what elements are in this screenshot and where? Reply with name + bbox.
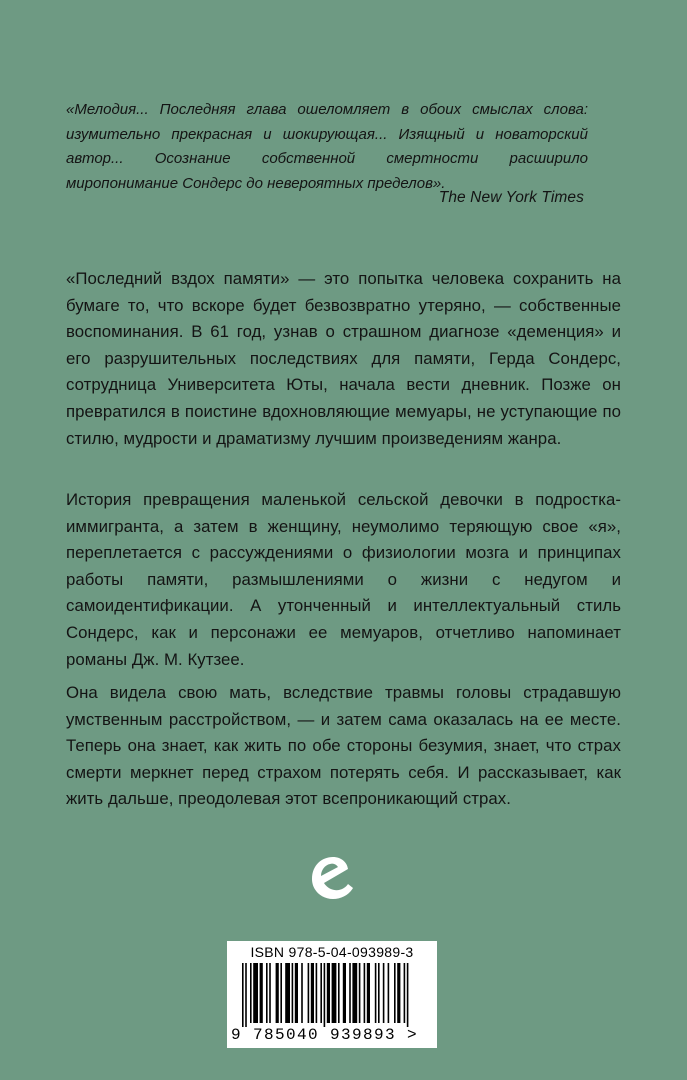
barcode-bar [375, 963, 377, 1023]
barcode-bar [292, 963, 294, 1023]
barcode-digits: 9 785040 939893 > [231, 1026, 419, 1044]
description-paragraph-3: Она видела свою мать, вследствие травмы головы страдавшую умственным расстройством, — и затем сама оказалась на ее месте. Теперь она знает, как жить по обе стороны безумия, знает, что страх смерти меркнет перед страхом потерять себя. И рассказывает, как жить дальше, преодолевая этот всепроникающий страх. [66, 683, 621, 809]
barcode-bar [311, 963, 314, 1023]
barcode-bar [352, 963, 357, 1023]
barcode-bar [343, 963, 346, 1023]
barcode-bar [260, 963, 263, 1023]
barcode-bar [245, 963, 247, 1027]
barcode-bar [242, 963, 244, 1027]
barcode-bar [404, 963, 406, 1023]
description-paragraph-1: «Последний вздох памяти» — это попытка человека сохранить на бумаге то, что вскоре будет безвозвратно утеряно, — собственные воспоминания. В 61 год, узнав о страшном диагнозе «деменция» и его разрушительных последствиях для памяти, Герда Сондерс, сотрудница Университета Юты, начала вести дневник. Позже он превратился в поистине вдохновляющие мемуары, не уступающие по стилю, мудрости и драматизму лучшим произведениям жанра. [66, 269, 621, 448]
isbn-label: ISBN 978-5-04-093989-3 [250, 944, 414, 960]
barcode-bar [359, 963, 361, 1023]
barcode-bar [332, 963, 337, 1023]
barcode-bar [266, 963, 268, 1023]
barcode-bar [295, 963, 298, 1023]
barcode-bar [301, 963, 303, 1023]
barcode-bar [394, 963, 396, 1023]
barcode-bar [324, 963, 326, 1027]
barcode-bar [280, 963, 282, 1023]
barcode-bar [320, 963, 322, 1023]
description-paragraph-2: История превращения маленькой сельской девочки в подростка-иммигранта, а затем в женщину, неумолимо теряющую свое «я», переплетается с рассуждениями о физиологии мозга и принципах работы памяти, размышлениями о жизни с недугом и самоидентификации. А утонченный и интеллектуальный стиль Сондерс, как и персонажи ее мемуаров, отчетливо напоминает романы Дж. М. Кутзее. [66, 490, 621, 669]
barcode-bar [269, 963, 271, 1023]
review-source: The New York Times [438, 189, 584, 206]
barcode-bar [364, 963, 366, 1023]
barcode-bar [253, 963, 258, 1023]
eksmo-e-logo-icon [300, 848, 360, 908]
barcode [227, 941, 437, 1048]
barcode-bar [397, 963, 400, 1023]
barcode-bar [388, 963, 390, 1023]
barcode-bar [338, 963, 340, 1023]
barcode-bar [378, 963, 380, 1023]
barcode-bar [316, 963, 318, 1023]
barcode-bar [285, 963, 290, 1023]
review-quote: «Мелодия... Последняя глава ошеломляет в обоих смыслах слова: изумительно прекрасная и шокирующая... Изящный и новаторский автор... Осознание собственной смертности расширило миропонимание Сондерс до невероятных пределов». [66, 101, 588, 192]
barcode-bar [367, 963, 370, 1023]
barcode-bar [250, 963, 252, 1023]
barcode-bar [407, 963, 409, 1027]
barcode-bar [308, 963, 310, 1023]
barcode-bar [276, 963, 279, 1023]
barcode-bar [383, 963, 385, 1023]
barcode-bar [327, 963, 330, 1023]
barcode-bar [349, 963, 351, 1023]
